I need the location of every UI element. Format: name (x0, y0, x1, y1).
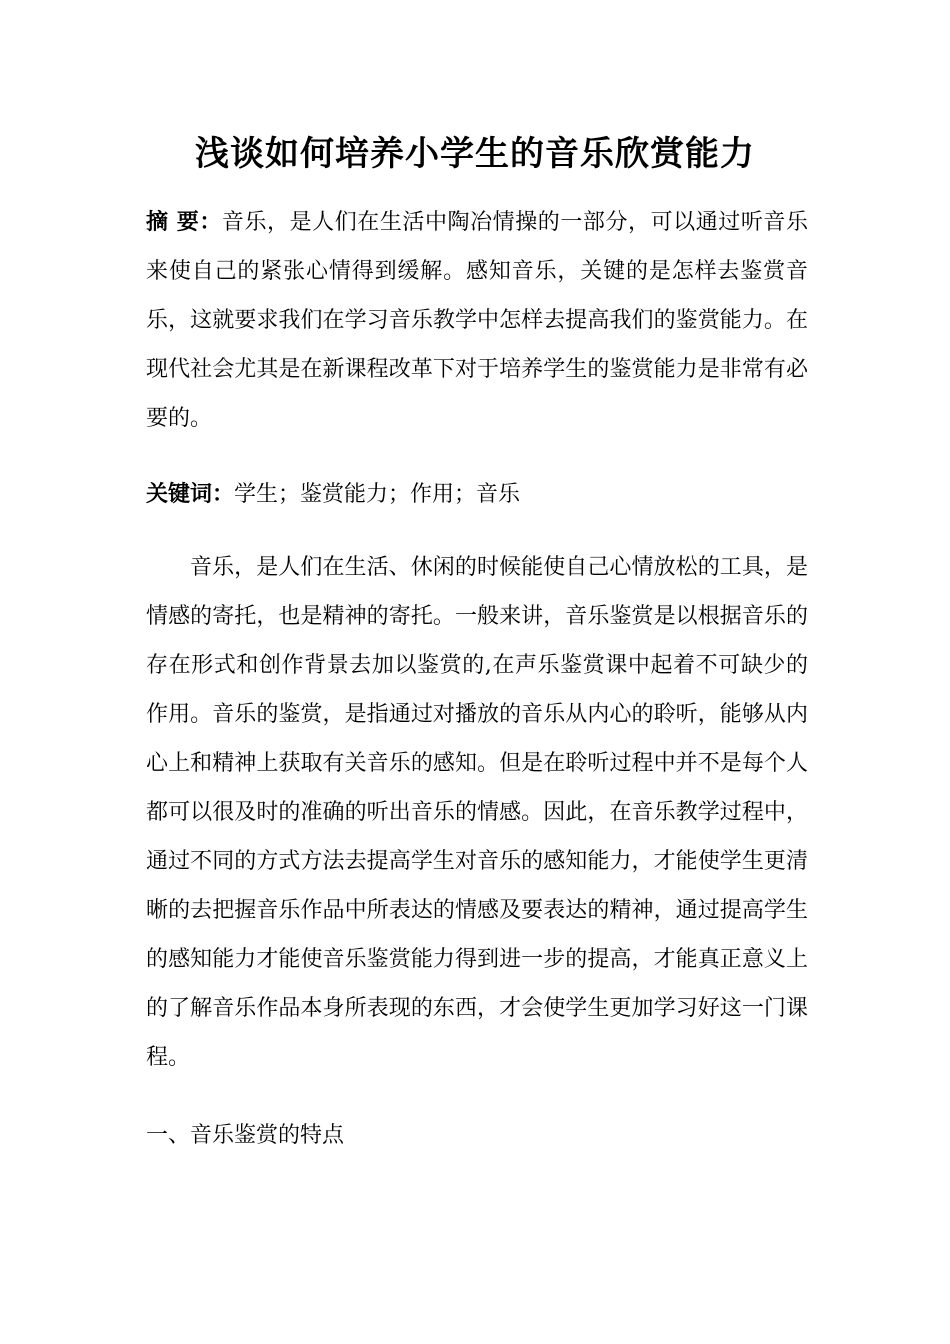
abstract-paragraph (146, 198, 808, 443)
section-heading: 一、音乐鉴赏的特点 (146, 1123, 345, 1148)
body-paragraph: 音乐，是人们在生活、休闲的时候能使自己心情放松的工具，是情感的寄托，也是精神的寄托。一般来讲，音乐鉴赏是以根据音乐的存在形式和创作背景去加以鉴赏的,在声乐鉴赏课中起着不可缺少的作用。音乐的鉴赏，是指通过对播放的音乐从内心的聆听，能够从内心上和精神上获取有关音乐的感知。但是在聆听过程中并不是每个人都可以很及时的准确的听出音乐的情感。因此，在音乐教学过程中，通过不同的方式方法去提高学生对音乐的感知能力，才能使学生更清晰的去把握音乐作品中所表达的情感及要表达的精神，通过提高学生的感知能力才能使音乐鉴赏能力得到进一步的提高，才能真正意义上的了解音乐作品本身所表现的东西，才会使学生更加学习好这一门课程。 (146, 555, 808, 1070)
document-title: 浅谈如何培养小学生的音乐欣赏能力 (195, 134, 755, 174)
abstract-label: 摘 要： (146, 209, 222, 235)
keywords-line (146, 470, 808, 519)
keywords-label: 关键词： (146, 481, 235, 507)
abstract-text: 音乐，是人们在生活中陶冶情操的一部分，可以通过听音乐来使自己的紧张心情得到缓解。感知音乐，关键的是怎样去鉴赏音乐，这就要求我们在学习音乐教学中怎样去提高我们的鉴赏能力。在现代社会尤其是在新课程改革下对于培养学生的鉴赏能力是非常有必要的。 (146, 210, 808, 431)
keywords-text: 学生；鉴赏能力；作用；音乐 (234, 482, 521, 507)
